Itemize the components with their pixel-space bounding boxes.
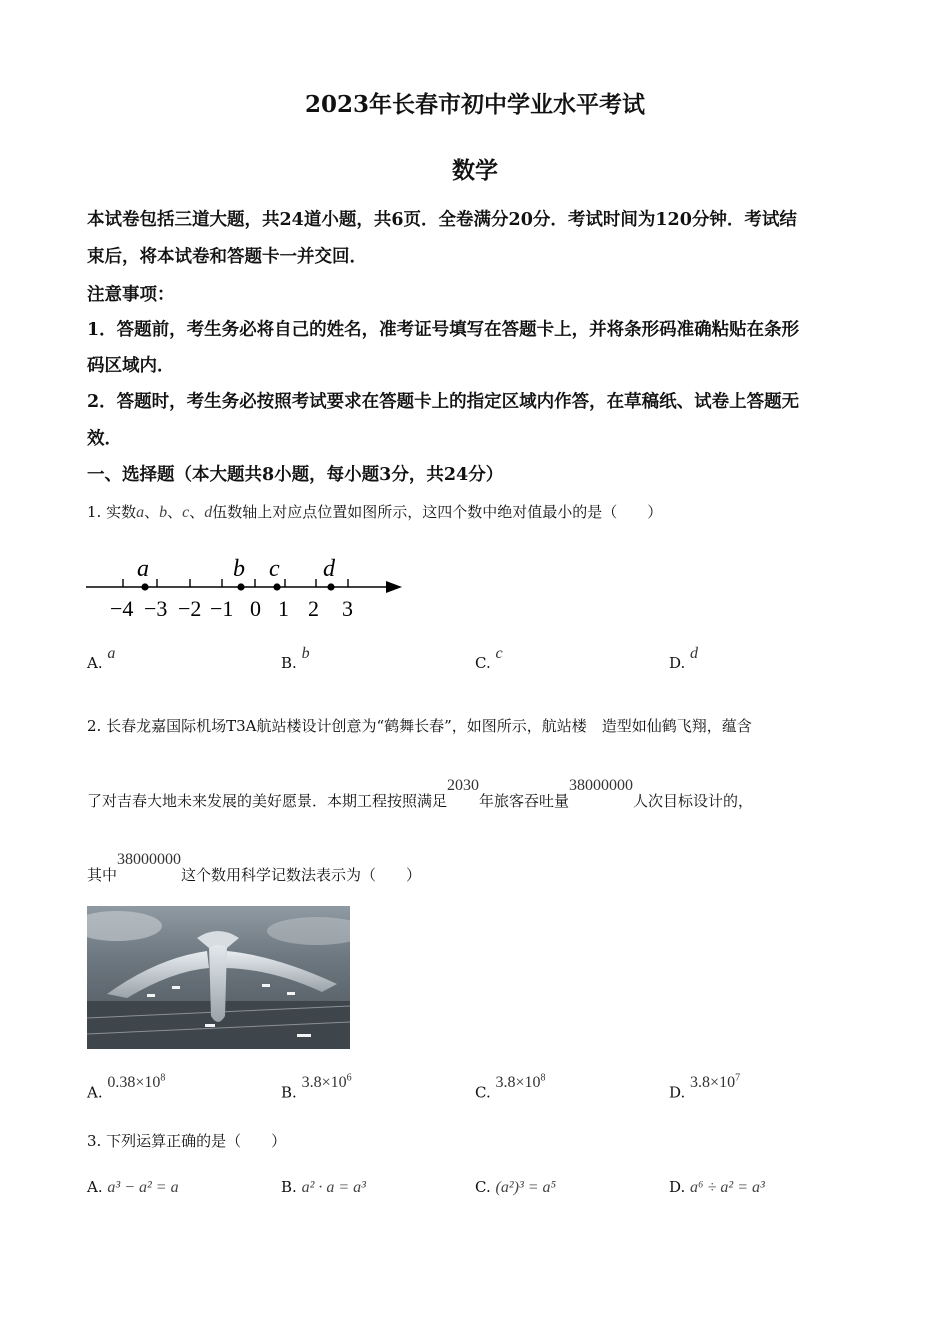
q2-line3 [87, 851, 422, 885]
q2-number: 38000000 [117, 851, 182, 868]
option-value: d [690, 645, 699, 662]
q2-line3-a: 其中 [87, 866, 118, 884]
q2-option-b[interactable] [281, 1073, 352, 1102]
q2-number: 38000000 [569, 777, 634, 794]
note1-line1: 1．答题前，考生务必将自己的姓名，准考证号填写在答题卡上，并将条形码准确粘贴在条形 [87, 320, 800, 340]
option-mantissa: 0.38×10 [107, 1074, 161, 1092]
q1-option-b[interactable] [281, 645, 310, 673]
number-line-point-label: a [137, 556, 149, 582]
number-line-point-b [237, 583, 244, 590]
option-expression: a³ − a² = a [107, 1179, 179, 1196]
option-label: B. [281, 654, 297, 672]
option-label: A. [87, 654, 103, 672]
q3-option-c[interactable] [475, 1178, 556, 1197]
option-label: C. [475, 1083, 491, 1102]
q2-line2-b: 年旅客吞吐量 [479, 792, 570, 810]
q1-sep: 、 [167, 503, 183, 521]
q1-option-a[interactable] [87, 645, 116, 673]
q1-var-b: b [159, 504, 168, 521]
q2-option-a[interactable] [87, 1073, 166, 1102]
q1-var-c: c [182, 504, 190, 521]
page-title: 2023年长春市初中学业水平考试 [304, 91, 645, 118]
notes-title: 注意事项： [87, 285, 175, 305]
q1-var-d: d [204, 504, 213, 521]
option-value: a [107, 645, 116, 662]
q1-var-a: a [136, 504, 145, 521]
q1-option-c[interactable] [475, 645, 503, 673]
intro-line1: 本试卷包括三道大题，共24道小题，共6页．全卷满分20分．考试时间为120分钟．考试结 [87, 210, 797, 230]
q2-year: 2030 [447, 777, 480, 794]
q2-option-c[interactable] [475, 1073, 546, 1102]
intro-line2: 束后，将本试卷和答题卡一并交回． [87, 247, 367, 267]
option-label: D. [669, 1083, 686, 1102]
q2-line2-a: 了对吉春大地未来发展的美好愿景．本期工程按照满足 [87, 792, 448, 810]
number-line-point-d [327, 583, 334, 590]
q2-option-d[interactable] [669, 1073, 741, 1102]
q2-line1: 2. 长春龙嘉国际机场T3A航站楼设计创意为“鹤舞长春”，如图所示，航站楼 造型如仙鹤飞翔，蕴含 [87, 717, 752, 735]
q1-sep: 、 [144, 503, 160, 521]
option-mantissa: 3.8×10 [690, 1074, 736, 1092]
option-label: A. [87, 1178, 103, 1196]
option-label: C. [475, 654, 491, 672]
option-mantissa: 3.8×10 [495, 1074, 541, 1092]
option-value: c [495, 645, 503, 662]
number-line-tick-label: −3 [144, 596, 168, 621]
q3-option-a[interactable] [87, 1178, 179, 1197]
number-line-tick-label: 3 [342, 596, 353, 621]
q1-sep: 、 [189, 503, 205, 521]
number-line-point-label: c [269, 556, 280, 582]
number-line-tick-label: 2 [308, 596, 319, 621]
option-label: D. [669, 1178, 686, 1196]
q2-line2 [87, 777, 754, 811]
number-line-tick-label: 1 [278, 596, 289, 621]
number-line-tick-label: 0 [250, 596, 261, 621]
option-mantissa: 3.8×10 [301, 1074, 347, 1092]
number-line-point-label: b [233, 556, 245, 582]
note1-line2: 码区域内． [87, 356, 175, 376]
q3-option-d[interactable] [669, 1178, 765, 1197]
section1-title: 一、选择题（本大题共8小题，每小题3分，共24分） [87, 465, 504, 485]
option-label: A. [87, 1083, 103, 1102]
option-exponent: 7 [735, 1073, 741, 1084]
q1-option-d[interactable] [669, 645, 699, 673]
option-exponent: 8 [160, 1073, 166, 1084]
number-line-tick-label: −1 [210, 596, 234, 621]
note2-line1: 2．答题时，考生务必按照考试要求在答题卡上的指定区域内作答，在草稿纸、试卷上答题无 [87, 392, 800, 412]
q1-suffix: 伍数轴上对应点位置如图所示，这四个数中绝对值最小的是（ ） [212, 503, 663, 521]
option-exponent: 8 [540, 1073, 546, 1084]
q3-option-b[interactable] [281, 1178, 366, 1197]
number-line-tick-label: −2 [178, 596, 202, 621]
number-line-point-label: d [323, 556, 335, 582]
option-expression: a⁶ ÷ a² = a³ [690, 1179, 765, 1196]
q1-prefix: 1. 实数 [87, 503, 137, 521]
option-label: D. [669, 654, 686, 672]
q2-line3-b: 这个数用科学记数法表示为（ ） [181, 866, 422, 884]
number-line-figure [80, 548, 410, 628]
option-exponent: 6 [346, 1073, 352, 1084]
number-line-arrow-icon [386, 581, 402, 593]
subject-title: 数学 [452, 157, 498, 184]
q3-stem: 3. 下列运算正确的是（ ） [87, 1132, 287, 1150]
airport-terminal-photo [87, 906, 350, 1049]
q2-line2-c: 人次目标设计的， [633, 792, 754, 810]
number-line-point-a [141, 583, 148, 590]
option-expression: (a²)³ = a⁵ [495, 1179, 557, 1196]
option-label: C. [475, 1178, 491, 1196]
note2-line2: 效． [87, 429, 122, 449]
q1-stem [87, 501, 662, 522]
number-line-tick-label: −4 [110, 596, 134, 621]
option-value: b [301, 645, 310, 662]
option-label: B. [281, 1178, 297, 1196]
option-expression: a² · a = a³ [301, 1179, 366, 1196]
number-line-point-c [273, 583, 280, 590]
option-label: B. [281, 1083, 297, 1102]
